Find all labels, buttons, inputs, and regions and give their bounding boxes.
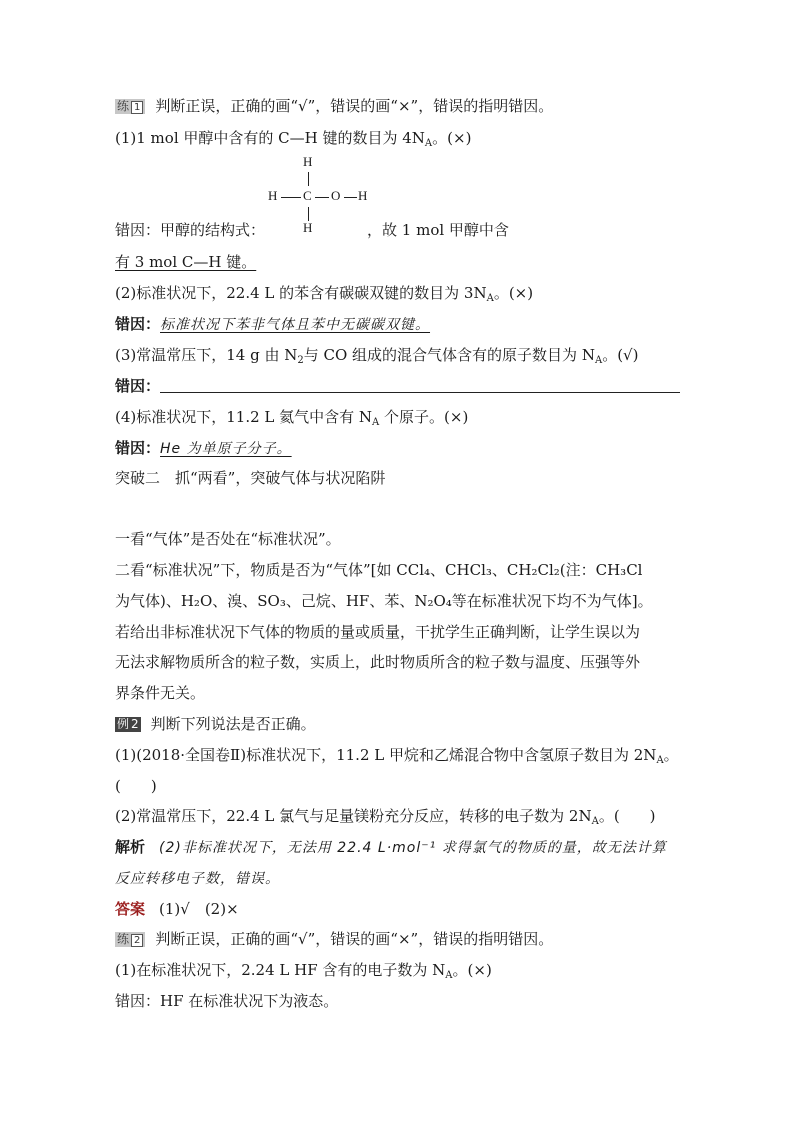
practice-tag: 练 1 <box>115 99 145 114</box>
practice2-item1: (1)在标准状况下，2.24 L HF 含有的电子数为 $N_A$。(×) <box>115 961 492 981</box>
practice1-reason4: 错因：He 为单原子分子。 <box>115 439 292 457</box>
practice1-item4: (4)标准状况下，11.2 L 氦气中含有 $N_A$ 个原子。(×) <box>115 408 469 428</box>
example2-item1: (1)(2018·全国卷Ⅱ)标准状况下，11.2 L 甲烷和乙烯混合物中含氢原子数目为 $2N_A$。 <box>115 746 679 766</box>
body-paragraph-2-line1: 二看“标准状况”下，物质是否为“气体”[如 CCl₄、CHCl₃、CH₂Cl₂(注：CH₃Cl <box>115 561 643 579</box>
example2-instruction-line: 例 2 判断下列说法是否正确。 <box>117 715 316 733</box>
practice1-item2: (2)标准状况下，22.4 L 的苯含有碳碳双键的数目为 $3N_A$。(×) <box>115 284 534 304</box>
body-paragraph-3-line1: 若给出非标准状况下气体的物质的量或质量，干扰学生正确判断，让学生误以为 <box>115 623 641 641</box>
example2-item2: (2)常温常压下，22.4 L 氯气与足量镁粉充分反应，转移的电子数为 $2N_A$。( ) <box>115 807 656 827</box>
example2-answer: 答案 (1)√ (2)× <box>115 900 239 918</box>
practice2-reason1: 错因：HF 在标准状况下为液态。 <box>115 992 339 1010</box>
body-paragraph-2-line2: 为气体)、H₂O、溴、SO₃、己烷、HF、苯、N₂O₄等在标准状况下均不为气体]。 <box>115 592 653 610</box>
example2-analysis-line2: 反应转移电子数，错误。 <box>115 871 280 887</box>
practice1-reason1-line2: 有 3 mol C—H 键。 <box>115 253 257 271</box>
practice2-instruction-line: 练 2 判断正误，正确的画“√”，错误的画“×”，错误的指明错因。 <box>117 930 554 948</box>
section-heading: 突破二 抓“两看”，突破气体与状况陷阱 <box>115 469 386 487</box>
body-paragraph-3-line2: 无法求解物质所含的粒子数，实质上，此时物质所含的粒子数与温度、压强等外 <box>115 653 641 671</box>
practice1-instruction-line: 练 1 判断正误，正确的画“√”，错误的画“×”，错误的指明错因。 <box>117 97 554 115</box>
practice-tag: 练 2 <box>115 932 145 947</box>
practice1-reason3: 错因： <box>115 376 680 396</box>
body-paragraph-1: 一看“气体”是否处在“标准状况”。 <box>115 530 341 548</box>
answer-blank-line <box>160 378 680 393</box>
example-tag: 例 2 <box>117 717 139 731</box>
methanol-structural-formula: H H C O H H <box>268 154 368 235</box>
practice1-item1: (1)1 mol 甲醇中含有的 C—H 键的数目为 $4N_A$。(×) <box>115 129 472 149</box>
practice1-item3: (3)常温常压下，14 g 由 $N_2$与 CO 组成的混合气体含有的原子数目为 $N_A$。(√) <box>115 346 639 366</box>
practice1-reason2: 错因：标准状况下苯非气体且苯中无碳碳双键。 <box>115 315 431 333</box>
example2-analysis-line1: 解析 (2)非标准状况下，无法用 22.4 L·mol⁻¹ 求得氯气的物质的量，故无法计算 <box>115 838 667 856</box>
example2-item1-line2: ( ) <box>115 777 157 795</box>
body-paragraph-3-line3: 界条件无关。 <box>115 684 206 702</box>
practice1-reason1: 错因：甲醇的结构式： ，故 1 mol 甲醇中含 <box>115 221 509 239</box>
